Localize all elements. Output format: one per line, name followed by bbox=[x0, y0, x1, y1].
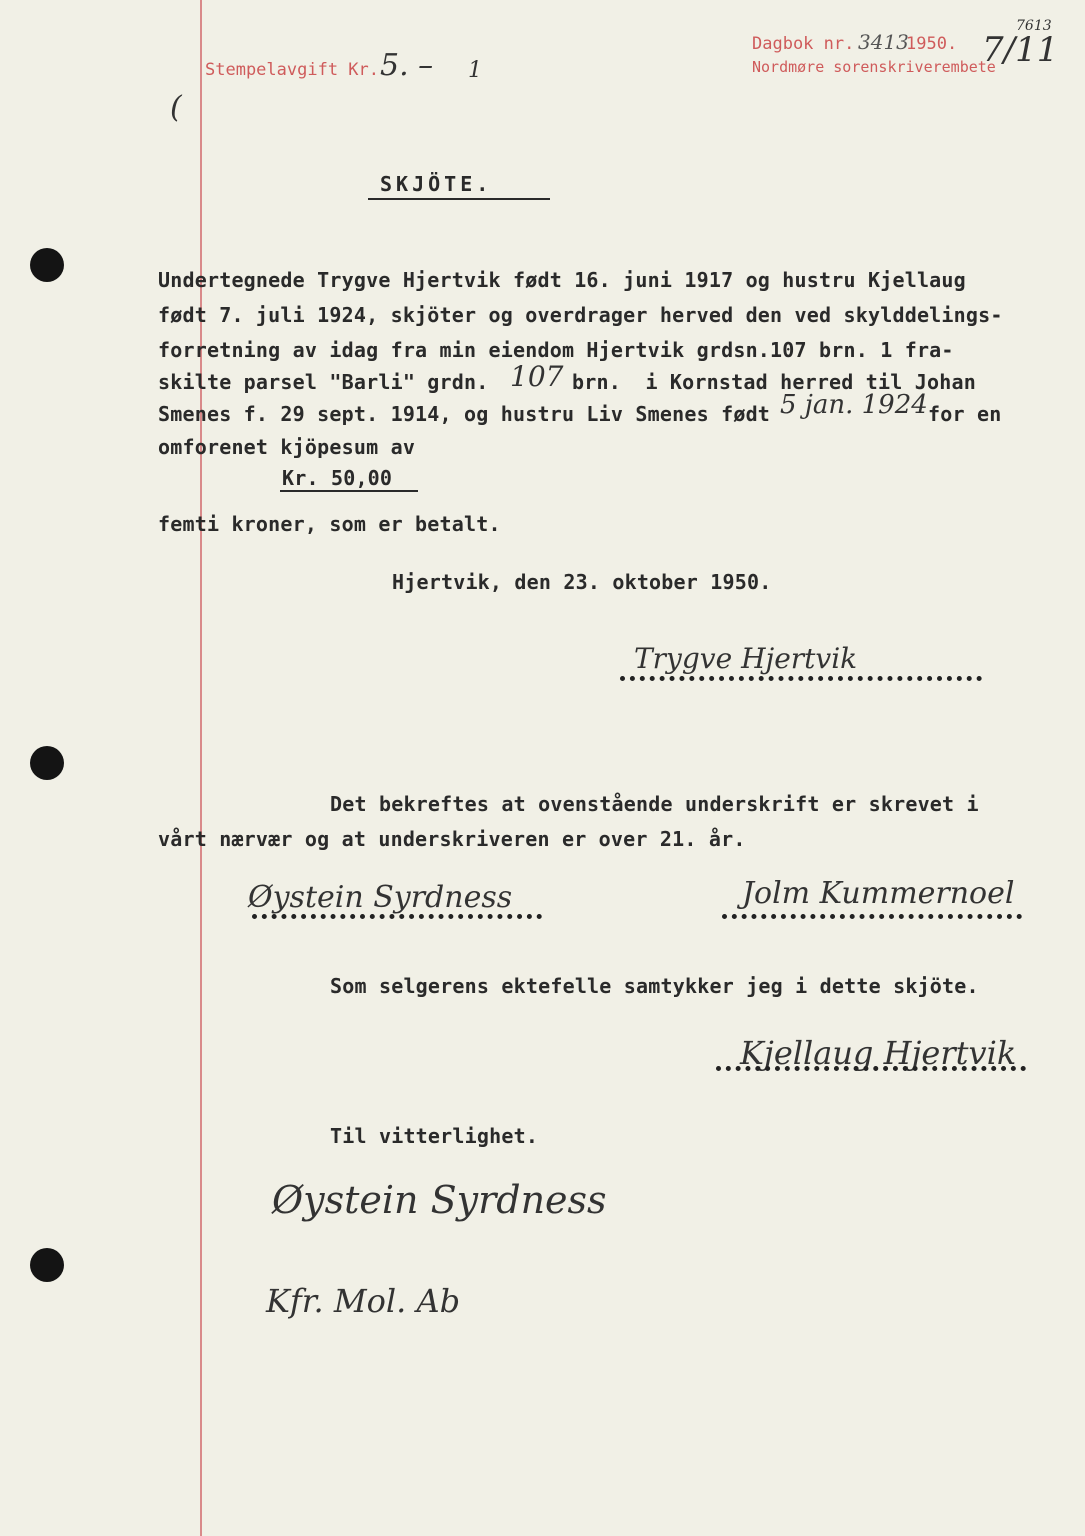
witness2-line bbox=[722, 914, 1022, 919]
stamp-fee-value: 5. – bbox=[380, 48, 434, 83]
margin-mark: ( bbox=[170, 90, 182, 125]
dagbok-side: 7/11 bbox=[982, 30, 1059, 70]
initials: Kfr. Mol. Ab bbox=[266, 1282, 461, 1320]
consent-text: Som selgerens ektefelle samtykker jeg i dette skjöte. bbox=[330, 974, 979, 998]
stamp-fee-extra: 1 bbox=[468, 58, 482, 83]
punch-hole bbox=[30, 248, 64, 282]
confirm-line-2: vårt nærvær og at underskriveren er over 21. år. bbox=[158, 827, 746, 851]
dagbok-side-top: 7613 bbox=[1016, 18, 1052, 34]
spouse-line bbox=[716, 1066, 1026, 1071]
body-line-6: omforenet kjöpesum av bbox=[158, 435, 416, 459]
body-line-5-end: for en bbox=[928, 402, 1002, 426]
stamp-fee-label: Stempelavgift Kr. bbox=[205, 60, 379, 80]
dagbok-year: 1950. bbox=[906, 34, 958, 54]
spouse-signature: Kjellaug Hjertvik bbox=[740, 1034, 1017, 1072]
body-line-1: Undertegnede Trygve Hjertvik født 16. juni 1917 og hustru Kjellaug bbox=[158, 268, 966, 292]
punch-hole bbox=[30, 1248, 64, 1282]
office-stamp: Nordmøre sorenskriverembete bbox=[752, 58, 996, 76]
witness1-line bbox=[252, 914, 542, 919]
body-line-4: skilte parsel "Barli" grdn. bbox=[158, 370, 489, 394]
confirm-line-1: Det bekreftes at ovenstående underskrift er skrevet i bbox=[330, 792, 979, 816]
amount-words: femti kroner, som er betalt. bbox=[158, 512, 501, 536]
seller-signature: Trygve Hjertvik bbox=[634, 642, 858, 675]
body-line-4-mid: brn. i Kornstad herred til Johan bbox=[572, 370, 976, 394]
margin-line bbox=[200, 0, 202, 1536]
grdn-handwritten: 107 bbox=[510, 360, 564, 393]
place-date: Hjertvik, den 23. oktober 1950. bbox=[392, 570, 772, 594]
birthdate-handwritten: 5 jan. 1924 bbox=[780, 390, 928, 420]
amount: Kr. 50,00 bbox=[282, 466, 393, 490]
punch-hole bbox=[30, 746, 64, 780]
witness1-signature: Øystein Syrdness bbox=[248, 880, 513, 915]
body-line-3: forretning av idag fra min eiendom Hjertvik grdsn.107 brn. 1 fra- bbox=[158, 338, 954, 362]
body-line-2: født 7. juli 1924, skjöter og overdrager herved den ved skylddelings- bbox=[158, 303, 1003, 327]
dagbok-number: 3413 bbox=[858, 30, 909, 54]
signature-line bbox=[620, 676, 982, 681]
title-underline bbox=[368, 198, 550, 200]
til-vitterlighet: Til vitterlighet. bbox=[330, 1124, 539, 1148]
dagbok-label: Dagbok nr. bbox=[752, 34, 855, 54]
vitterlighet-signature: Øystein Syrdness bbox=[272, 1178, 607, 1222]
document-title: SKJÖTE. bbox=[380, 172, 493, 196]
witness2-signature: Jolm Kummernoel bbox=[742, 876, 1015, 911]
body-line-5: Smenes f. 29 sept. 1914, og hustru Liv Smenes født bbox=[158, 402, 771, 426]
amount-underline bbox=[280, 490, 418, 492]
